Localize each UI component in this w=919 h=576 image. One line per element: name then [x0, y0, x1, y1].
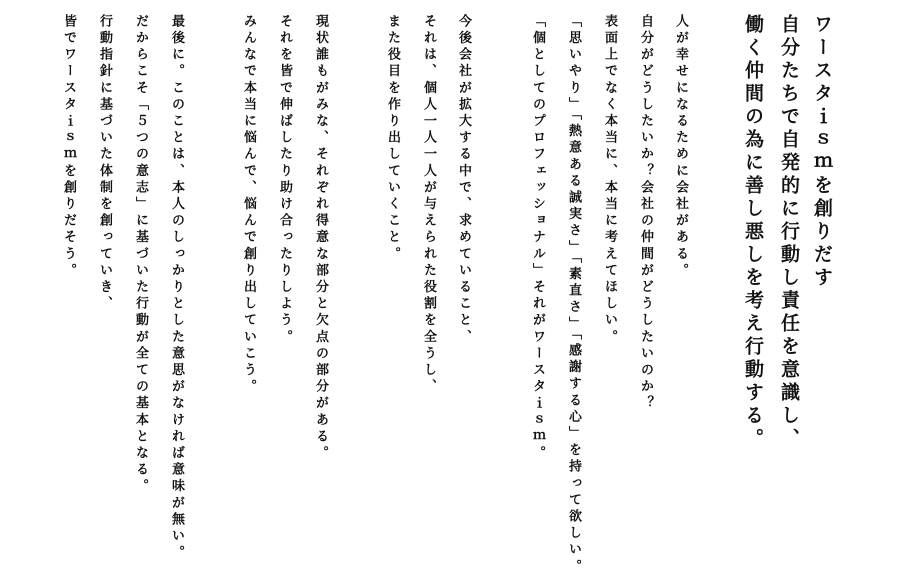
paragraph-4-line-3: 行動指針に基づいた体制を創っていき、: [97, 14, 112, 313]
paragraph-4-line-4: 皆でワースタｉｓｍを創りだそう。: [61, 14, 76, 280]
paragraph-4-line-2: だからこそ「５つの意志」に基づいた行動が全ての基本となる。: [133, 14, 148, 496]
paragraph-1-line-4: 「思いやり」「熱意ある誠実さ」「素直さ」「感謝する心」を持って欲しい。: [566, 14, 581, 576]
paragraph-1-line-2: 自分がどうしたいか？会社の仲間がどうしたいのか？: [638, 14, 653, 413]
title-line-2: 自分たちで自発的に行動し責任を意識し、: [778, 14, 800, 451]
paragraph-3-line-1: 現状誰もがみな、それぞれ得意な部分と欠点の部分がある。: [313, 14, 328, 463]
paragraph-4-line-1: 最後に。このことは、本人のしっかりとした意思がなければ意味が無い。: [169, 14, 184, 562]
paragraph-1-line-5: 「個としてのプロフェッショナル」それがワースタｉｓｍ。: [530, 14, 545, 463]
paragraph-2-line-2: それは、個人一人一人が与えられた役割を全うし、: [421, 14, 436, 396]
title-line-3: 働く仲間の為に善し悪しを考え行動する。: [742, 14, 764, 451]
paragraph-2-line-3: また役目を作り出していくこと。: [385, 14, 400, 263]
paragraph-1-line-1: 人が幸せになるために会社がある。: [673, 14, 688, 280]
title-line-1: ワースタｉｓｍを創りだす: [811, 14, 833, 290]
paragraph-3-line-3: みんなで本当に悩んで、悩んで創り出していこう。: [241, 14, 256, 396]
paragraph-3-line-2: それを皆で伸ばしたり助け合ったりしよう。: [277, 14, 292, 346]
paragraph-1-line-3: 表面上でなく本当に、本当に考えてほしい。: [602, 14, 617, 346]
paragraph-2-line-1: 今後会社が拡大する中で、求めていること、: [456, 14, 471, 346]
